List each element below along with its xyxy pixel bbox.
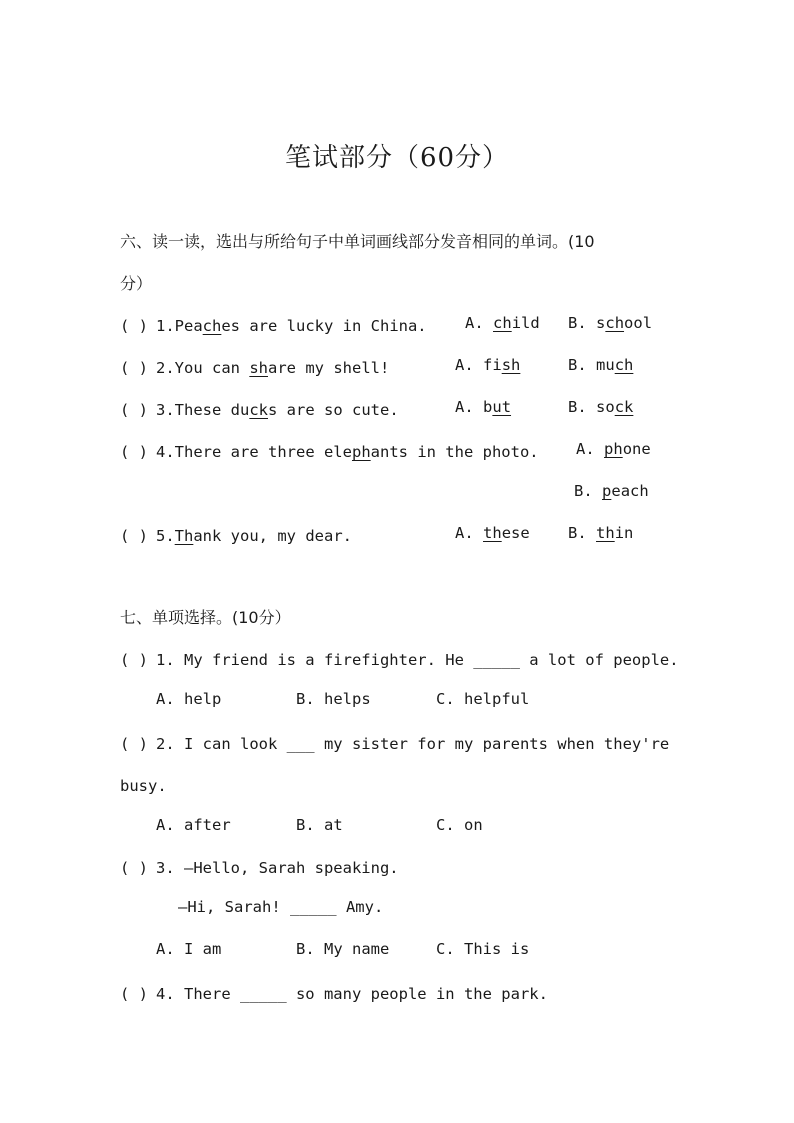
section7-heading: 七、单项选择。(10分） (120, 608, 291, 627)
underlined-letters: Th (174, 527, 194, 545)
s6-q1-option-a: A. child (465, 314, 540, 332)
s7-question-3: ( ) 3. —Hello, Sarah speaking. (120, 856, 399, 880)
s6-q4-option-b: B. peach (574, 482, 649, 500)
answer-blank[interactable]: ( ) (120, 735, 148, 753)
underlined-letters: ck (249, 401, 268, 419)
answer-blank[interactable]: ( ) (120, 443, 148, 461)
s7-question-1: ( ) 1. My friend is a firefighter. He _____ a lot of people. (120, 648, 679, 672)
underlined-letters: sh (249, 359, 268, 377)
answer-blank[interactable]: ( ) (120, 985, 148, 1003)
answer-blank[interactable]: ( ) (120, 359, 148, 377)
s6-q3-option-b: B. sock (568, 398, 634, 416)
s6-q2-option-b: B. much (568, 356, 634, 374)
s7-q3-option-b: B. My name (296, 940, 390, 958)
s7-q1-option-b: B. helps (296, 690, 371, 708)
s7-q2-option-b: B. at (296, 816, 343, 834)
s7-question-2-cont: busy. (120, 777, 167, 795)
page-title: 笔试部分（60分） (284, 143, 510, 173)
answer-blank[interactable]: ( ) (120, 859, 148, 877)
s6-q4-option-a: A. phone (576, 440, 651, 458)
s6-question-3: ( ) 3.These ducks are so cute. (120, 398, 399, 422)
s6-q3-option-a: A. but (455, 398, 512, 416)
s6-question-4: ( ) 4.There are three elephants in the photo. (120, 440, 539, 464)
underlined-letters: ph (351, 443, 371, 461)
s6-q2-option-a: A. fish (455, 356, 521, 374)
answer-blank[interactable]: ( ) (120, 651, 148, 669)
underlined-letters: ch (202, 317, 222, 335)
s7-q1-option-c: C. helpful (436, 690, 530, 708)
answer-blank[interactable]: ( ) (120, 317, 148, 335)
s7-question-2: ( ) 2. I can look ___ my sister for my parents when they're (120, 732, 669, 756)
answer-blank[interactable]: ( ) (120, 527, 148, 545)
s6-question-1: ( ) 1.Peaches are lucky in China. (120, 314, 427, 338)
s7-q1-option-a: A. help (156, 690, 222, 708)
s7-q3-option-a: A. I am (156, 940, 222, 958)
s7-q2-option-a: A. after (156, 816, 231, 834)
s6-q1-option-b: B. school (568, 314, 653, 332)
section6-heading-line2: 分） (120, 274, 153, 293)
section6-heading-line1: 六、读一读，选出与所给句子中单词画线部分发音相同的单词。(10 (120, 232, 595, 251)
s6-q5-option-b: B. thin (568, 524, 634, 542)
s6-question-5: ( ) 5.Thank you, my dear. (120, 524, 352, 548)
s7-question-3-reply: —Hi, Sarah! _____ Amy. (178, 898, 384, 916)
s6-question-2: ( ) 2.You can share my shell! (120, 356, 389, 380)
s7-q2-option-c: C. on (436, 816, 483, 834)
s7-question-4: ( ) 4. There _____ so many people in the park. (120, 982, 548, 1006)
s7-q3-option-c: C. This is (436, 940, 530, 958)
s6-q5-option-a: A. these (455, 524, 530, 542)
answer-blank[interactable]: ( ) (120, 401, 148, 419)
